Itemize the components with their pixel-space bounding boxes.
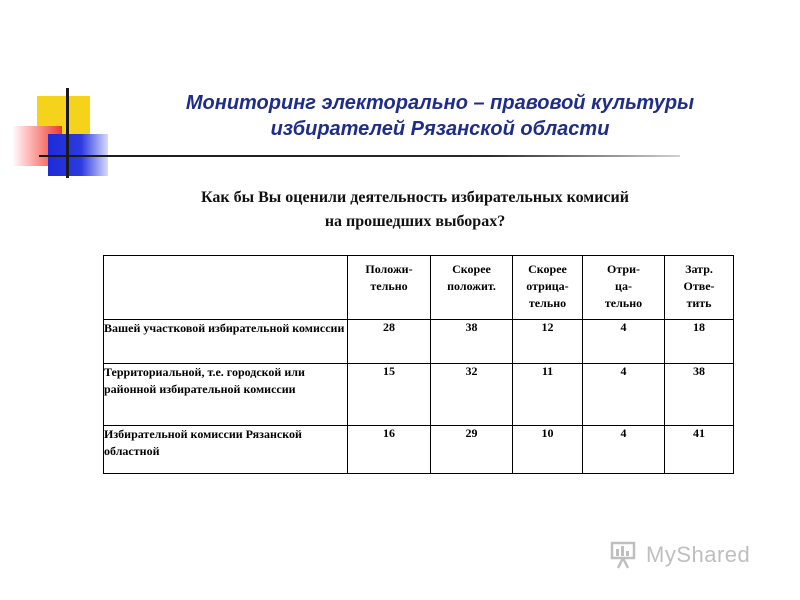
- header-cell-rather-positive: Скорее положит.: [431, 256, 513, 320]
- table-cell: 18: [665, 320, 734, 364]
- header-cell-negative: Отри- ца- тельно: [583, 256, 665, 320]
- question-line-1: Как бы Вы оценили деятельность избирательных комисий: [201, 189, 629, 206]
- table-header-row: [104, 256, 734, 320]
- header-cell-hard-to-answer: Затр. Отве- тить: [665, 256, 734, 320]
- title-underline: [39, 155, 680, 157]
- slide-title: [110, 90, 770, 142]
- header-cell-empty: [104, 256, 348, 320]
- table-row: [104, 426, 734, 474]
- watermark-text: MyShared: [646, 542, 751, 567]
- results-table: [103, 255, 734, 474]
- table-cell: 4: [583, 426, 665, 474]
- question-line-2: на прошедших выборах?: [324, 213, 506, 230]
- row-label: Избирательной комиссии Рязанской областной: [104, 426, 348, 474]
- row-label: Территориальной, т.е. городской или районной избирательной комиссии: [104, 364, 348, 426]
- title-line-1: Мониторинг электорально – правовой культуры: [185, 92, 695, 114]
- table-cell: 41: [665, 426, 734, 474]
- table-cell: 12: [513, 320, 583, 364]
- table-cell: 16: [348, 426, 431, 474]
- table-row: [104, 364, 734, 426]
- vertical-rule: [66, 88, 69, 178]
- table-cell: 10: [513, 426, 583, 474]
- survey-question: [120, 186, 710, 234]
- header-cell-rather-negative: Скорее отрица- тельно: [513, 256, 583, 320]
- title-line-2: избирателей Рязанской области: [270, 118, 610, 140]
- presentation-board-icon: [608, 539, 640, 571]
- table-cell: 28: [348, 320, 431, 364]
- myshared-watermark[interactable]: [608, 538, 750, 572]
- table-cell: 4: [583, 364, 665, 426]
- table-cell: 11: [513, 364, 583, 426]
- table-cell: 38: [431, 320, 513, 364]
- table-cell: 32: [431, 364, 513, 426]
- table-cell: 29: [431, 426, 513, 474]
- table-cell: 4: [583, 320, 665, 364]
- header-cell-positive: Положи- тельно: [348, 256, 431, 320]
- table-cell: 15: [348, 364, 431, 426]
- row-label: Вашей участковой избирательной комиссии: [104, 320, 348, 364]
- table-cell: 38: [665, 364, 734, 426]
- table-row: [104, 320, 734, 364]
